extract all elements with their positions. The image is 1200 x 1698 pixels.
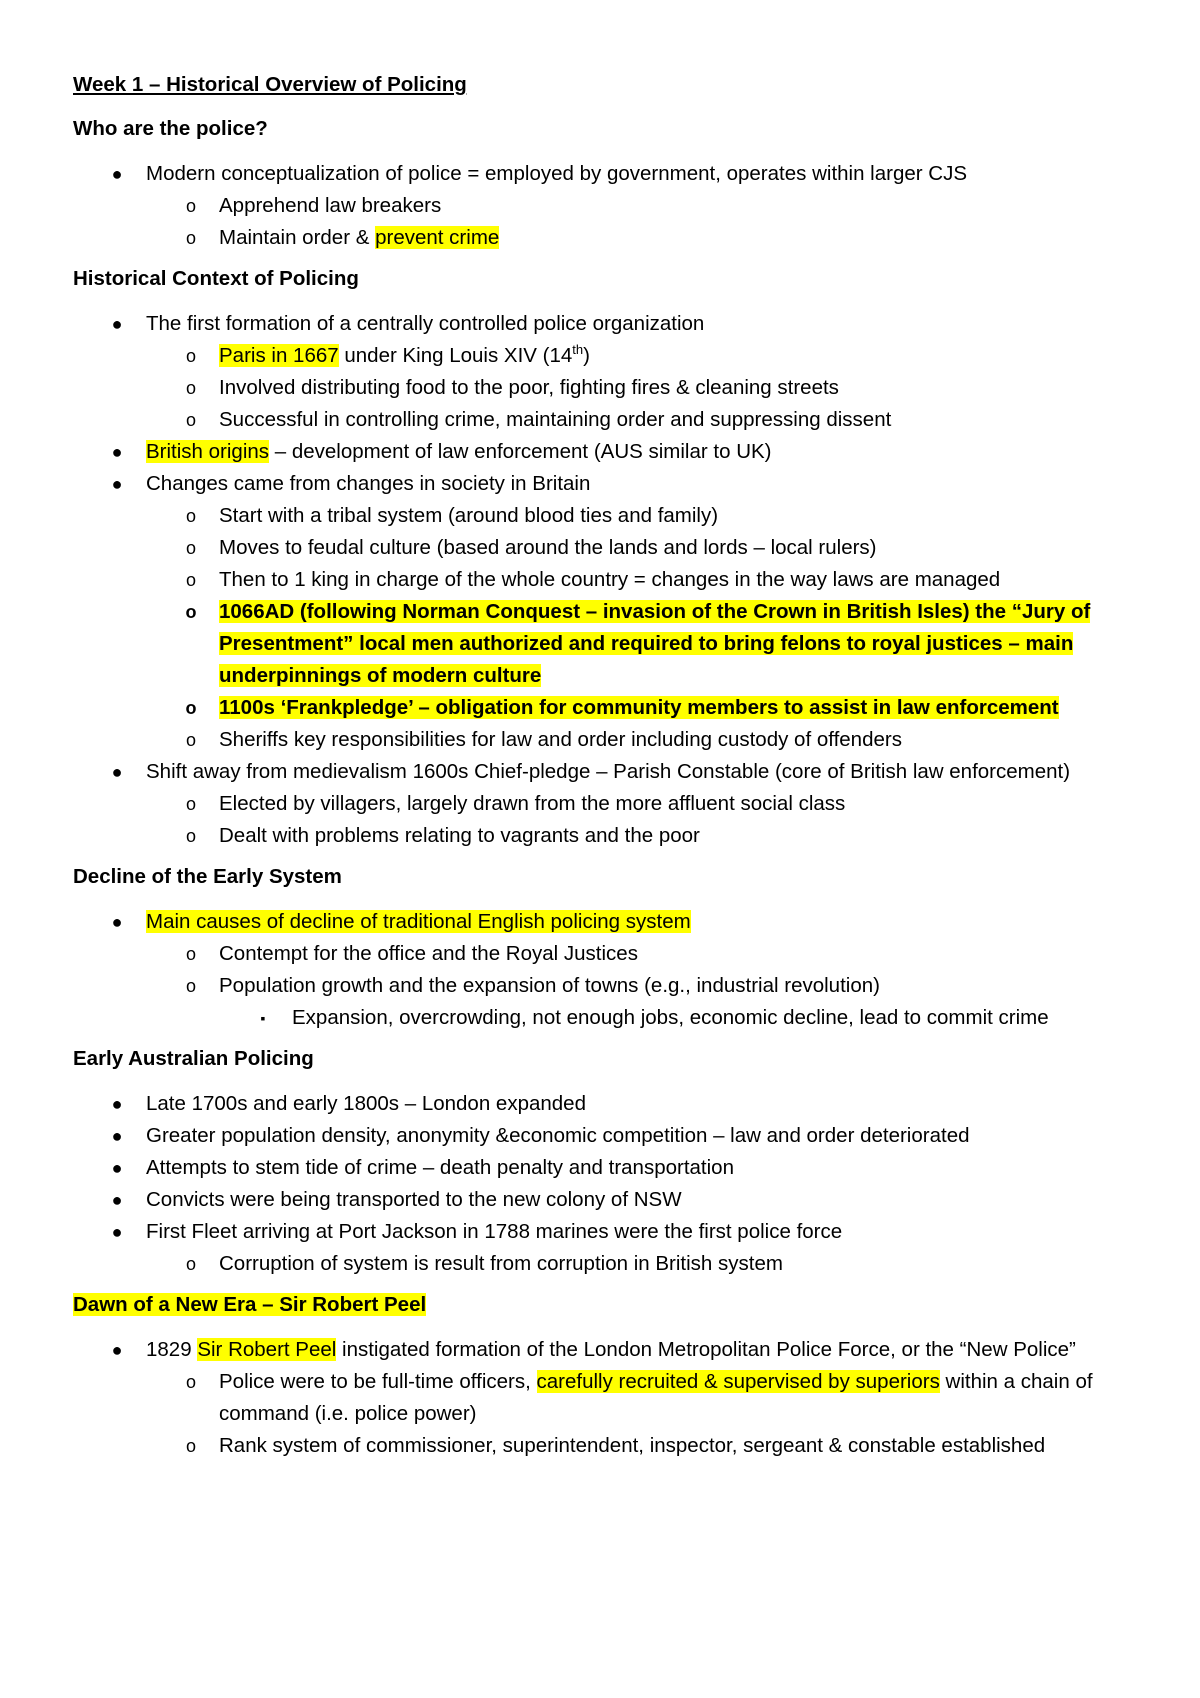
circle-bullet-icon: o [185, 826, 196, 846]
highlighted-text: 1066AD (following Norman Conquest – invasion of the Crown in British Isles) the “Jury of Presentment” local men authorized and required to bring felons to royal justices – main underpinnings of modern culture [219, 600, 1091, 687]
list-item [73, 596, 1153, 692]
bullet-icon: ● [111, 762, 123, 782]
bullet-icon: ● [111, 164, 123, 184]
highlighted-text: Dawn of a New Era – Sir Robert Peel [73, 1293, 427, 1316]
section-list [73, 158, 1153, 254]
list-item: o Corruption of system is result from corruption in British system [73, 1248, 1153, 1280]
bullet-icon: ● [111, 912, 123, 932]
highlighted-text: Main causes of decline of traditional English policing system [146, 910, 691, 933]
list-item: o Elected by villagers, largely drawn from the more affluent social class [73, 788, 1153, 820]
list-item: ● Greater population density, anonymity &economic competition – law and order deteriorated [73, 1120, 1153, 1152]
list-item: o Successful in controlling crime, maintaining order and suppressing dissent [73, 404, 1153, 436]
list-item: o Contempt for the office and the Royal Justices [73, 938, 1153, 970]
list-item: o Paris in 1667 under King Louis XIV (14th) [73, 340, 1153, 372]
list-item [73, 906, 1153, 938]
list-item: ● Attempts to stem tide of crime – death penalty and transportation [73, 1152, 1153, 1184]
circle-bullet-icon: o [185, 1254, 196, 1274]
list-item: o Then to 1 king in charge of the whole country = changes in the way laws are managed [73, 564, 1153, 596]
list-item: o Maintain order & prevent crime [73, 222, 1153, 254]
circle-bullet-icon: o [185, 730, 196, 750]
highlighted-text: prevent crime [375, 226, 500, 249]
circle-bullet-icon: o [185, 570, 196, 590]
list-item: ▪ Expansion, overcrowding, not enough jobs, economic decline, lead to commit crime [73, 1002, 1153, 1034]
document-page [73, 70, 1153, 1472]
list-item: ● Late 1700s and early 1800s – London expanded [73, 1088, 1153, 1120]
circle-bullet-icon: o [185, 506, 196, 526]
list-item: o Involved distributing food to the poor, fighting fires & cleaning streets [73, 372, 1153, 404]
section-list [73, 1334, 1153, 1462]
circle-bullet-icon: o [185, 196, 196, 216]
list-item: o Start with a tribal system (around blood ties and family) [73, 500, 1153, 532]
bullet-icon: ● [111, 1340, 123, 1360]
circle-bullet-icon: o [185, 1436, 196, 1456]
list-item: o Apprehend law breakers [73, 190, 1153, 222]
list-item [73, 692, 1153, 724]
highlighted-text: Sir Robert Peel [197, 1338, 337, 1361]
list-item: o Population growth and the expansion of towns (e.g., industrial revolution) [73, 970, 1153, 1002]
section-heading: Decline of the Early System [73, 865, 342, 888]
list-item: o Sheriffs key responsibilities for law and order including custody of offenders [73, 724, 1153, 756]
list-item: o Moves to feudal culture (based around the lands and lords – local rulers) [73, 532, 1153, 564]
bullet-icon: ● [111, 1094, 123, 1114]
highlighted-text: British origins [146, 440, 270, 463]
section-heading [73, 1290, 1153, 1320]
circle-bullet-icon: o [185, 944, 196, 964]
list-item: ● 1829 Sir Robert Peel instigated formation of the London Metropolitan Police Force, or the “New Police” [73, 1334, 1153, 1366]
section-list [73, 1088, 1153, 1280]
list-item: ● British origins – development of law enforcement (AUS similar to UK) [73, 436, 1153, 468]
bullet-icon: ● [111, 474, 123, 494]
list-item: o Dealt with problems relating to vagrants and the poor [73, 820, 1153, 852]
bullet-icon: ● [111, 442, 123, 462]
list-item: ● The first formation of a centrally controlled police organization [73, 308, 1153, 340]
document-title: Week 1 – Historical Overview of Policing [73, 73, 467, 96]
highlighted-text: carefully recruited & supervised by superiors [536, 1370, 940, 1393]
circle-bullet-icon: o [185, 976, 196, 996]
section-heading: Early Australian Policing [73, 1047, 314, 1070]
circle-bullet-icon: o [185, 346, 196, 366]
highlighted-text: Paris in 1667 [219, 344, 339, 367]
circle-bullet-icon: o [185, 698, 197, 718]
circle-bullet-icon: o [185, 1372, 196, 1392]
circle-bullet-icon: o [185, 410, 196, 430]
circle-bullet-icon: o [185, 794, 196, 814]
bullet-icon: ● [111, 1190, 123, 1210]
section-heading: Who are the police? [73, 117, 268, 140]
circle-bullet-icon: o [185, 538, 196, 558]
highlighted-text: 1100s ‘Frankpledge’ – obligation for community members to assist in law enforcement [219, 696, 1059, 719]
bullet-icon: ● [111, 314, 123, 334]
bullet-icon: ● [111, 1222, 123, 1242]
bullet-icon: ● [111, 1126, 123, 1146]
list-item: o Rank system of commissioner, superintendent, inspector, sergeant & constable established [73, 1430, 1153, 1462]
list-item: ● Convicts were being transported to the new colony of NSW [73, 1184, 1153, 1216]
list-item: ● Shift away from medievalism 1600s Chief-pledge – Parish Constable (core of British law enforcement) [73, 756, 1153, 788]
list-item: ● First Fleet arriving at Port Jackson in 1788 marines were the first police force [73, 1216, 1153, 1248]
list-item: o Police were to be full-time officers, carefully recruited & supervised by superiors within a chain of command (i.e. police power) [73, 1366, 1153, 1430]
circle-bullet-icon: o [185, 602, 197, 622]
list-item: ● Modern conceptualization of police = employed by government, operates within larger CJS [73, 158, 1153, 190]
section-heading: Historical Context of Policing [73, 267, 359, 290]
circle-bullet-icon: o [185, 378, 196, 398]
list-item: ● Changes came from changes in society in Britain [73, 468, 1153, 500]
square-bullet-icon: ▪ [260, 1010, 266, 1026]
section-list [73, 308, 1153, 852]
circle-bullet-icon: o [185, 228, 196, 248]
section-list [73, 906, 1153, 1034]
bullet-icon: ● [111, 1158, 123, 1178]
